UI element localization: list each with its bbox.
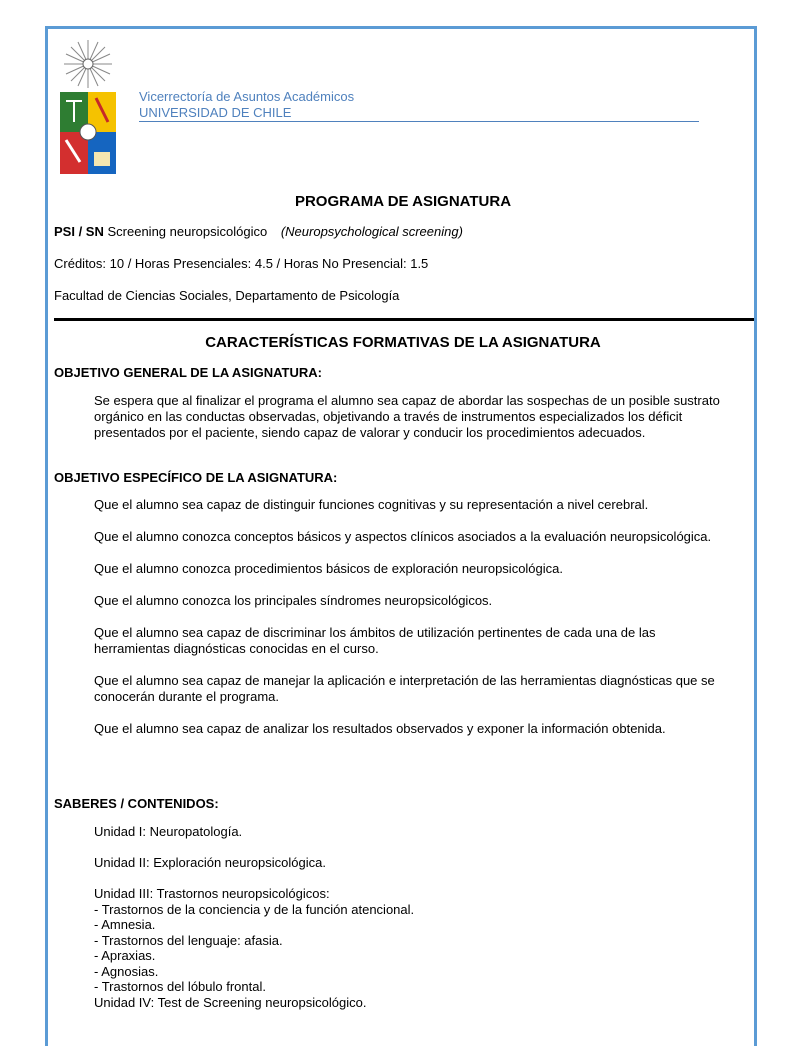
list-item: Que el alumno conozca los principales síndromes neuropsicológicos. [94,593,493,608]
course-name: Screening neuropsicológico [107,224,268,239]
header-divider [139,121,699,122]
list-item: - Trastornos del lenguaje: afasia. [94,932,283,948]
list-item: Que el alumno sea capaz de discriminar los ámbitos de utilización pertinentes de cada una de las herramientas diagnósticas conocidas en el curso. [94,625,656,656]
list-item: Que el alumno sea capaz de manejar la aplicación e interpretación de las herramientas diagnósticas que se conocerán durante el programa. [94,673,715,704]
university-name: UNIVERSIDAD DE CHILE [139,105,292,120]
section-divider [54,318,754,321]
unit-3-block [94,886,724,1010]
list-item: - Agnosias. [94,963,159,979]
list-item: Que el alumno sea capaz de distinguir funciones cognitivas y su representación a nivel cerebral. [94,497,649,512]
course-code-line [54,224,463,239]
course-name-english: (Neuropsychological screening) [280,224,463,239]
contents-heading: SABERES / CONTENIDOS: [54,796,219,811]
list-item: - Trastornos de la conciencia y de la función atencional. [94,901,415,917]
list-item: Que el alumno conozca conceptos básicos y aspectos clínicos asociados a la evaluación neuropsicológica. [94,529,712,544]
general-objective-heading: OBJETIVO GENERAL DE LA ASIGNATURA: [54,365,322,380]
unit-2: Unidad II: Exploración neuropsicológica. [94,855,326,870]
unit-3: Unidad III: Trastornos neuropsicológicos: [94,886,330,901]
list-item: - Trastornos del lóbulo frontal. [94,979,266,994]
specific-objective-heading: OBJETIVO ESPECÍFICO DE LA ASIGNATURA: [54,470,338,485]
general-objective-text: Se espera que al finalizar el programa el alumno sea capaz de abordar las sospechas de un posible sustrato orgánico en las conductas observadas, objetivando a través de instrumentos especializados los déficit presentados por el paciente, siendo capaz de valorar y conducir los procedimientos adecuados. [94,393,720,440]
vicerrectoria-label: Vicerrectoría de Asuntos Académicos [139,89,355,104]
list-item: - Apraxias. [94,948,156,963]
list-item: - Amnesia. [94,917,156,932]
university-crest-icon [58,36,118,176]
unit-4: Unidad IV: Test de Screening neuropsicológico. [94,994,367,1010]
credits-line: Créditos: 10 / Horas Presenciales: 4.5 / Horas No Presencial: 1.5 [54,256,429,271]
program-title: PROGRAMA DE ASIGNATURA [294,193,512,210]
unit-1: Unidad I: Neuropatología. [94,824,243,839]
characteristics-title: CARACTERÍSTICAS FORMATIVAS DE LA ASIGNATURA [205,334,601,351]
list-item: Que el alumno conozca procedimientos básicos de exploración neuropsicológica. [94,561,563,576]
faculty-line: Facultad de Ciencias Sociales, Departamento de Psicología [54,288,400,303]
specific-objectives-list [94,497,724,753]
list-item: Que el alumno sea capaz de analizar los resultados observados y exponer la información obtenida. [94,721,666,736]
course-code: PSI / SN [54,224,104,239]
units-list [94,824,724,1010]
